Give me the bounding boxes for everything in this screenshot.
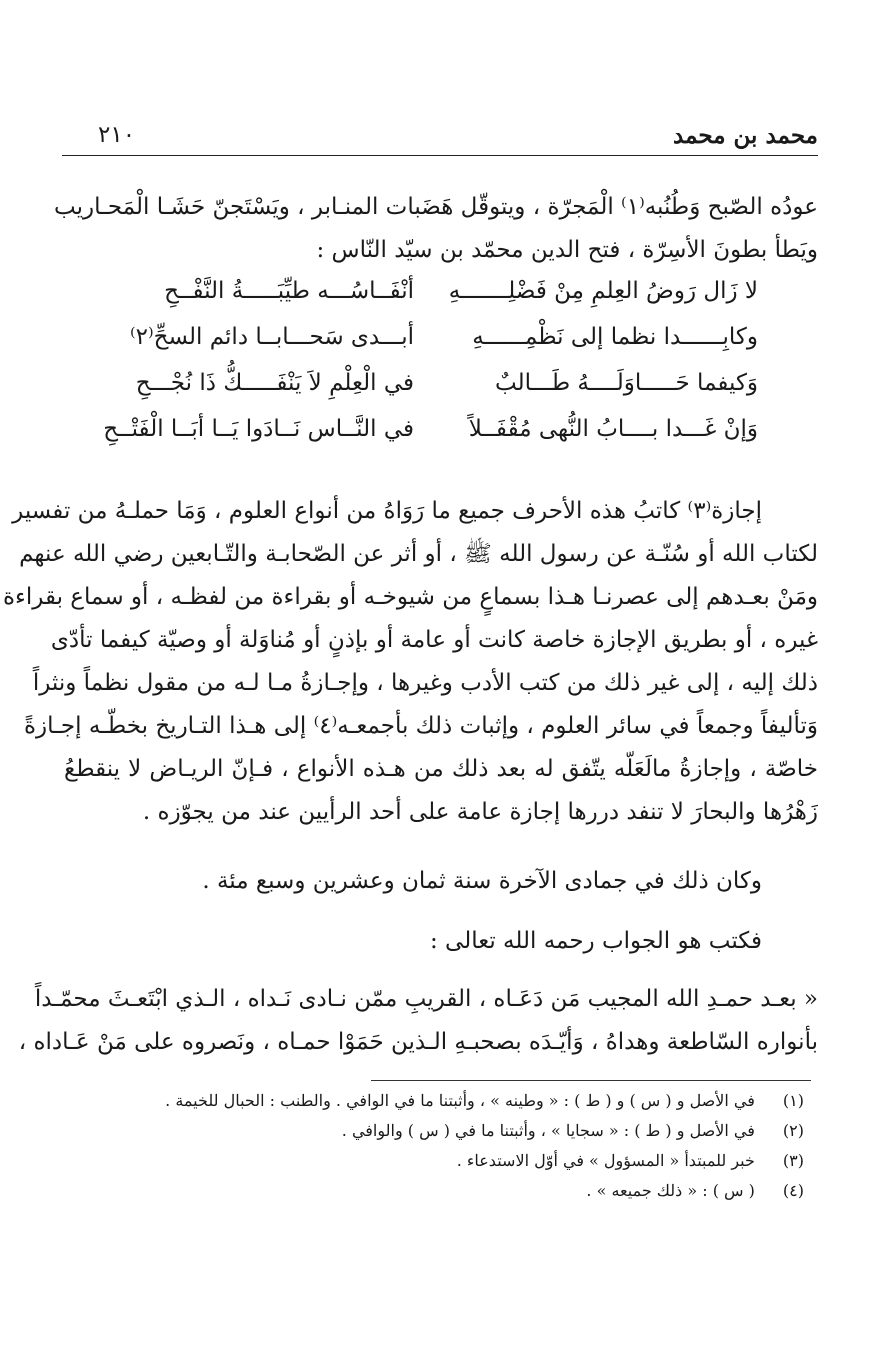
answer-paragraph <box>64 920 818 963</box>
hemistich-first: وَإنْ غَـــدا بــــابُ النُّهى مُقْفَــلاً <box>468 416 758 442</box>
poem <box>94 278 758 462</box>
text-line: عودُه الصّبح وَطُنُبه⁽١⁾ الْمَجرّة ، ويتوقّل هَضَبات المنـابر ، ويَسْتَجنّ حَشَـا الْمَحـاريب <box>54 194 818 220</box>
text-line: إجازة⁽٣⁾ كاتبُ هذه الأحرف جميع ما رَوَاهُ من أنواع العلوم ، وَمَا حملـهُ من تفسير <box>12 498 762 524</box>
text-line: غيره ، أو بطريق الإجازة خاصة كانت أو عامة أو بإذنٍ أو مُناوَلة أو وصيّة كيفما تأدّى <box>50 627 818 653</box>
page-number: ٢١٠ <box>98 122 136 148</box>
footnote <box>64 1116 804 1146</box>
footnote <box>64 1146 804 1176</box>
header-rule <box>62 155 818 156</box>
page-header <box>62 118 818 156</box>
text-line: وَتأليفاً وجمعاً في سائر العلوم ، وإثبات ذلك بأجمعـه⁽٤⁾ إلى هـذا التـاريخ بخطّـه إجـازةً <box>24 713 818 739</box>
footnotes <box>64 1086 804 1206</box>
hemistich-first: لا زَال رَوضُ العِلمِ مِنْ فَضْلِـــــــهِ <box>448 278 758 304</box>
poem-verse <box>94 278 758 324</box>
footnote-text: خبر للمبتدأ « المسؤول » في أوّل الاستدعاء . <box>456 1151 755 1170</box>
text-line: وكان ذلك في جمادى الآخرة سنة ثمان وعشرين وسبع مئة . <box>202 868 762 894</box>
footnote-rule <box>371 1080 811 1081</box>
footnote-text: في الأصل و ( ط ) : « سجايا » ، وأثبتنا ما في ( س ) والوافي . <box>341 1121 755 1140</box>
text-line: ويَطأ بطونَ الأسِرّة ، فتح الدين محمّد بن سيّد النّاس : <box>316 237 818 263</box>
text-line: فكتب هو الجواب رحمه الله تعالى : <box>430 928 762 954</box>
hemistich-second: أنْفَــاسُـــه طيِّبَـــــةُ النَّفْــحِ <box>164 278 414 304</box>
footnote-text: ( س ) : « ذلك جميعه » . <box>586 1181 755 1200</box>
footnote <box>64 1176 804 1206</box>
footnote-number: (٣) <box>782 1151 804 1170</box>
footnote-text: في الأصل و ( س ) و ( ط ) : « وطينه » ، وأثبتنا ما في الوافي . والطنب : الحبال للخيمة . <box>165 1091 755 1110</box>
intro-text <box>54 186 818 272</box>
footnote-number: (٤) <box>782 1181 804 1200</box>
footnote <box>64 1086 804 1116</box>
poem-verse <box>94 416 758 462</box>
text-line: زَهْرُها والبحارَ لا تنفد دررها إجازة عامة على أحد الرأيين عند من يجوّزه . <box>142 799 818 825</box>
hemistich-second: في النَّــاس نَــادَوا يَــا أبَــا الْفَتْــحِ <box>103 416 414 442</box>
poem-verse <box>94 324 758 370</box>
text-line: ومَنْ بعـدهم إلى عصرنـا هـذا بسماعٍ من شيوخـه أو بقراءة من لفظـه ، أو سماع بقراءة <box>3 584 818 610</box>
text-line: بأنواره السّاطعة وهداهُ ، وَأيّـدَه بصحبـهِ الـذين حَمَوْا حمـاه ، ونَصروه على مَنْ عَـاداه ، <box>18 1029 818 1055</box>
hemistich-first: وكابِــــــدا نظما إلى نَظْمِــــــهِ <box>472 324 758 350</box>
hemistich-second: أبـــدى سَحـــابــا دائم السحِّ⁽٢⁾ <box>129 324 414 350</box>
text-line: ذلك إليه ، إلى غير ذلك من كتب الأدب وغيرها ، وإجـازةُ مـا لـه من مقول نظماً ونثراً <box>32 670 818 696</box>
text-line: « بعـد حمـدِ الله المجيب مَن دَعَـاه ، القريبِ ممّن نـادى نَـداه ، الـذي ابْتَعـثَ محمّـداً <box>34 986 818 1012</box>
text-line: لكتاب الله أو سُنّـة عن رسول الله ﷺ ، أو أثر عن الصّحابـة والتّـابعين رضي الله عنهم <box>19 541 818 567</box>
text-line: خاصّة ، وإجازةُ مالَعَلّه يتّفق له بعد ذلك من هـذه الأنواع ، فـإنّ الريـاض لا ينقطعُ <box>64 756 818 782</box>
footnote-number: (١) <box>782 1091 804 1110</box>
poem-verse <box>94 370 758 416</box>
ijaza-paragraph <box>3 490 818 834</box>
date-paragraph <box>64 860 818 903</box>
running-title: محمد بن محمد <box>673 122 818 149</box>
footnote-number: (٢) <box>782 1121 804 1140</box>
hemistich-first: وَكيفما حَـــــاوَلَــــهُ طَـــالبٌ <box>495 370 758 396</box>
quote-paragraph <box>18 978 818 1064</box>
hemistich-second: في الْعِلْمِ لاَ يَنْفَـــــكُّ ذَا نُجْـــحِ <box>135 370 414 396</box>
